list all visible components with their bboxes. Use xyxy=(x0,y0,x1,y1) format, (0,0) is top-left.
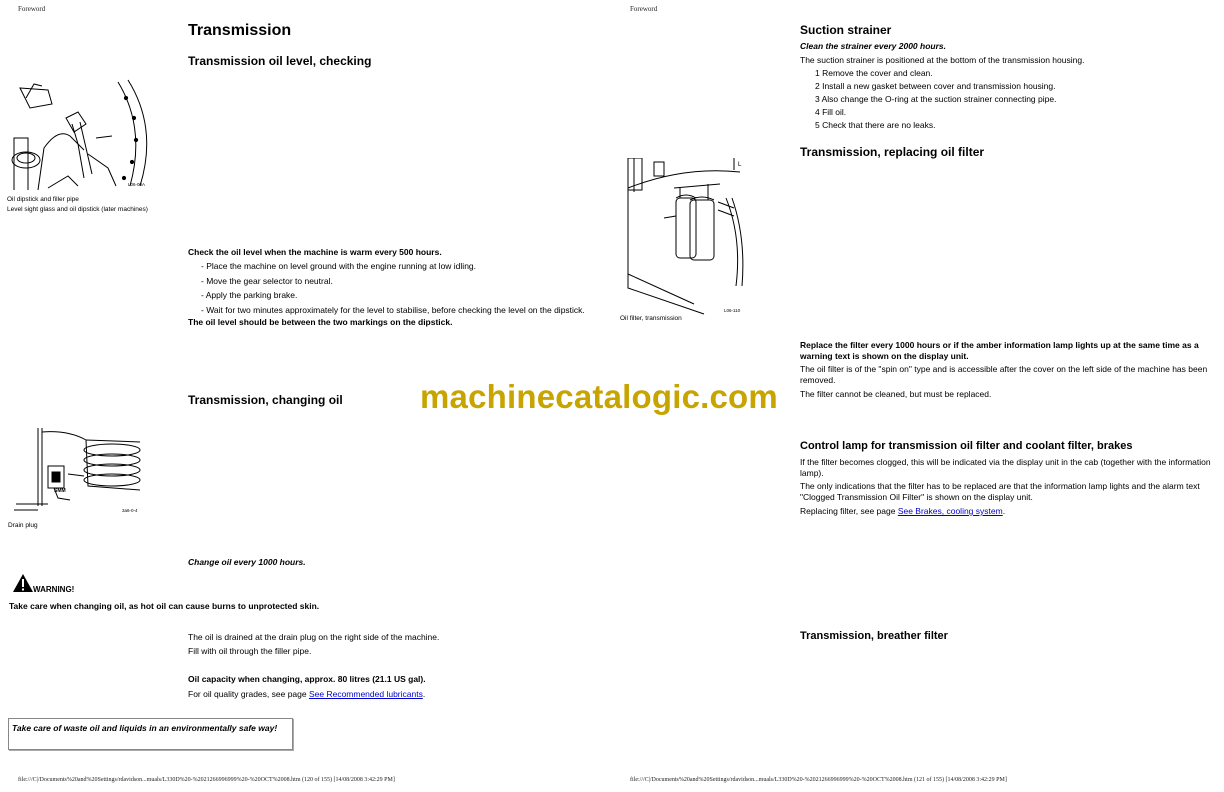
oil-grades-prefix: For oil quality grades, see page xyxy=(188,689,309,699)
drain-text-2: Fill with oil through the filler pipe. xyxy=(188,646,312,656)
section-heading-changing-oil: Transmission, changing oil xyxy=(188,393,343,407)
oil-dipstick-illustration xyxy=(8,78,156,190)
oil-grades-line xyxy=(188,689,425,700)
oil-capacity: Oil capacity when changing, approx. 80 litres (21.1 US gal). xyxy=(188,674,426,684)
list-item: 5 Check that there are no leaks. xyxy=(815,120,936,130)
list-item: 2 Install a new gasket between cover and transmission housing. xyxy=(815,81,1056,91)
check-steps-list xyxy=(201,259,585,317)
filter-text-1: The oil filter is of the "spin on" type and is accessible after the cover on the left side of the machine has been removed. xyxy=(800,364,1208,385)
page-title: Transmission xyxy=(188,22,292,39)
fig3-code: L06-110 xyxy=(724,308,741,313)
svg-text:L: L xyxy=(738,162,742,168)
fig3-caption: Oil filter, transmission xyxy=(620,315,682,322)
section-heading-oil-filter: Transmission, replacing oil filter xyxy=(800,145,985,159)
page-footer-left: file:///C|/Documents%20and%20Settings/rdavidson...muals/L330D%20-%2021266996999%20-%20OCT%2008.htm (120 of 155) [14/08/2008 3:42:29 PM] xyxy=(18,777,395,783)
list-item: - Move the gear selector to neutral. xyxy=(201,275,333,286)
strainer-steps-list xyxy=(815,67,1056,132)
fig2-code: 3a6-0-4 xyxy=(122,508,138,513)
check-interval-heading: Check the oil level when the machine is warm every 500 hours. xyxy=(188,247,442,257)
oil-grades-suffix: . xyxy=(422,689,426,699)
warning-text: Take care when changing oil, as hot oil can cause burns to unprotected skin. xyxy=(9,601,320,611)
fig1-caption-1: Oil dipstick and filler pipe xyxy=(7,196,79,203)
replacing-filter-prefix: Replacing filter, see page xyxy=(800,506,898,516)
list-item: - Wait for two minutes approximately for the level to stabilise, before checking the level on the dipstick. xyxy=(201,304,585,315)
page-header-right: Foreword xyxy=(630,5,658,13)
environment-note: Take care of waste oil and liquids in an environmentally safe way! xyxy=(12,723,278,733)
list-item: 1 Remove the cover and clean. xyxy=(815,68,933,78)
replacing-filter-line xyxy=(800,506,1005,517)
change-interval: Change oil every 1000 hours. xyxy=(188,557,306,567)
list-item: - Place the machine on level ground with the engine running at low idling. xyxy=(201,261,477,271)
svg-text:SMM: SMM xyxy=(54,488,66,494)
watermark-text: machinecatalogic.com xyxy=(420,378,778,415)
filter-interval: Replace the filter every 1000 hours or if the amber information lamp lights up at the same time as a warning text is shown on the display unit. xyxy=(800,340,1199,361)
lamp-text-1: If the filter becomes clogged, this will be indicated via the display unit in the cab (together with the information lamp). xyxy=(800,457,1211,478)
recommended-lubricants-link[interactable]: See Recommended lubricants xyxy=(308,689,423,699)
list-item: - Apply the parking brake. xyxy=(201,290,298,300)
warning-icon xyxy=(12,573,34,593)
section-heading-oil-level: Transmission oil level, checking xyxy=(188,54,372,68)
fig1-code: L06-00A xyxy=(128,182,146,187)
oil-filter-illustration xyxy=(624,158,746,316)
page-footer-right: file:///C|/Documents%20and%20Settings/rdavidson...muals/L330D%20-%2021266996999%20-%20OCT%2008.htm (121 of 155) [14/08/2008 3:42:29 PM] xyxy=(630,777,1007,783)
page-header-left: Foreword xyxy=(18,5,46,13)
environment-note-box xyxy=(8,718,293,750)
fig1-caption-2: Level sight glass and oil dipstick (later machines) xyxy=(7,206,148,213)
filter-text-2: The filter cannot be cleaned, but must be replaced. xyxy=(800,389,992,399)
drain-plug-illustration xyxy=(8,426,146,518)
list-item: 4 Fill oil. xyxy=(815,107,847,117)
fig2-caption: Drain plug xyxy=(8,522,38,529)
brakes-cooling-system-link[interactable]: See Brakes, cooling system xyxy=(897,506,1003,516)
list-item: 3 Also change the O-ring at the suction strainer connecting pipe. xyxy=(815,94,1057,104)
warning-label: WARNING! xyxy=(33,585,75,594)
section-heading-control-lamp: Control lamp for transmission oil filter and coolant filter, brakes xyxy=(800,440,1133,452)
strainer-interval: Clean the strainer every 2000 hours. xyxy=(800,41,946,51)
drain-text-1: The oil is drained at the drain plug on the right side of the machine. xyxy=(188,632,440,642)
oil-level-note: The oil level should be between the two markings on the dipstick. xyxy=(188,317,453,327)
strainer-intro: The suction strainer is positioned at the bottom of the transmission housing. xyxy=(800,55,1085,65)
lamp-text-2: The only indications that the filter has to be replaced are that the information lamp lights and the alarm text "Clogged Transmission Oil Filter" is shown on the display unit. xyxy=(800,481,1200,502)
section-heading-breather-filter: Transmission, breather filter xyxy=(800,630,948,642)
replacing-filter-suffix: . xyxy=(1002,506,1006,516)
section-heading-suction-strainer: Suction strainer xyxy=(800,23,892,37)
